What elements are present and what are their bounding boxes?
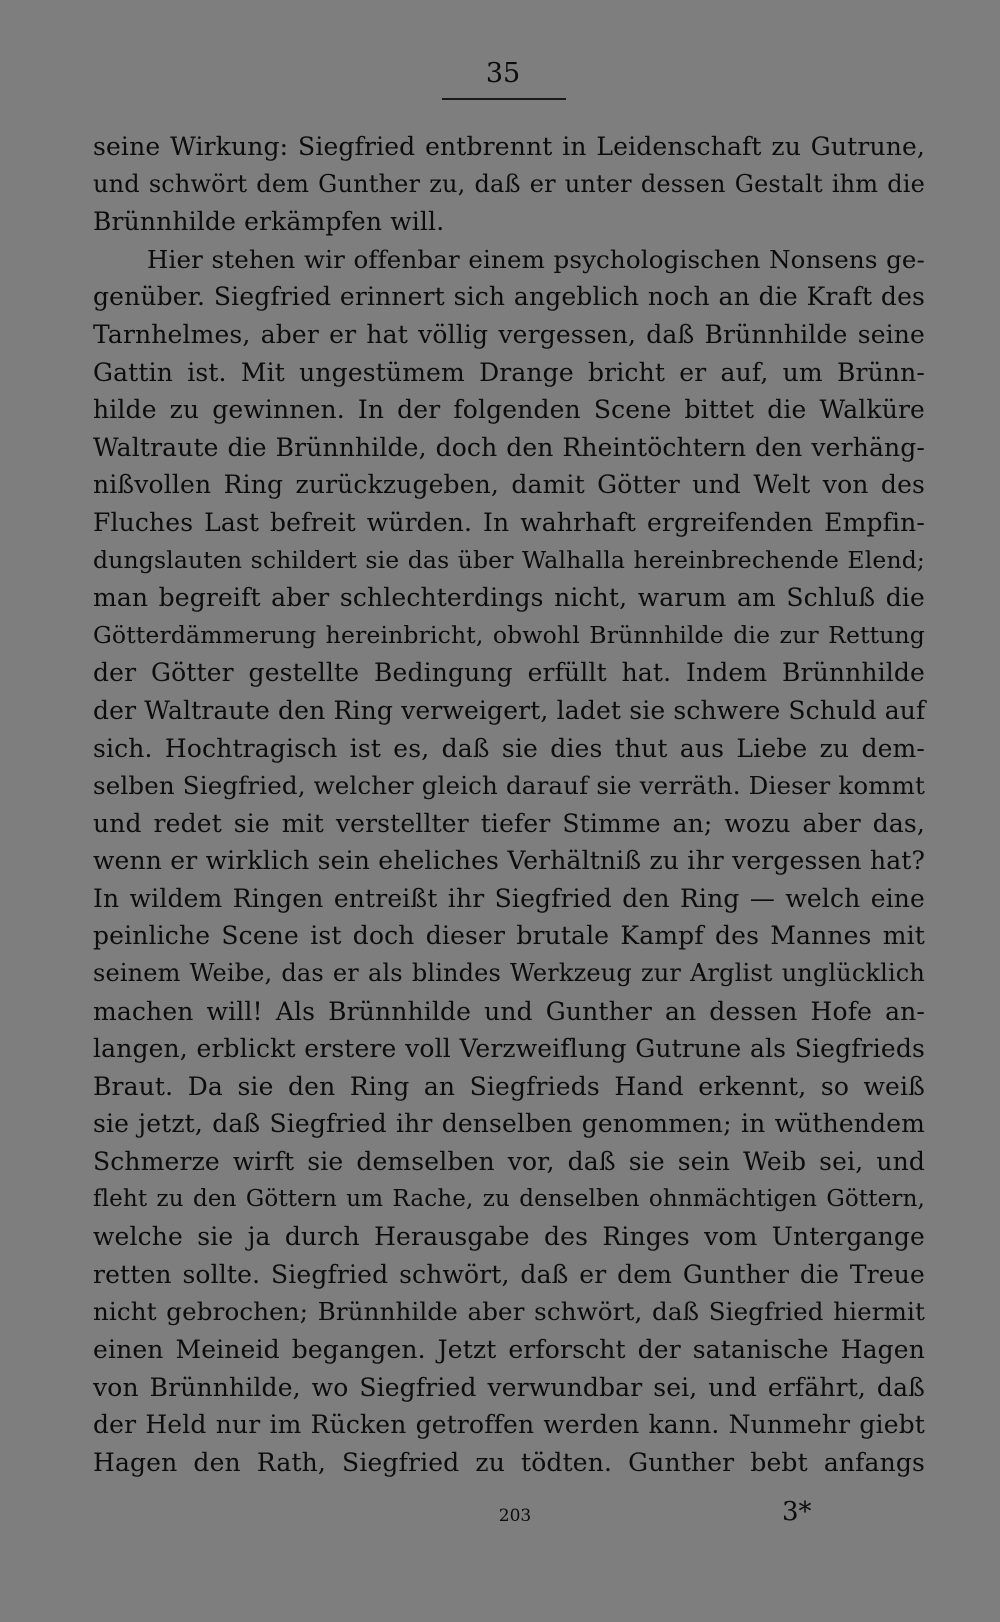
sheet-mark: 3* <box>782 1497 812 1527</box>
text-line: sich. Hochtragisch ist es, daß sie dies thut aus Liebe zu dem- <box>93 733 925 763</box>
text-line: wenn er wirklich sein eheliches Verhältniß zu ihr vergessen hat? <box>93 846 925 876</box>
text-line: Götterdämmerung hereinbricht, obwohl Brünnhilde die zur Rettung <box>93 620 925 649</box>
text-line: Waltraute die Brünnhilde, doch den Rheintöchtern den verhäng- <box>93 432 925 462</box>
text-line: Hagen den Rath, Siegfried zu tödten. Gunther bebt anfangs <box>93 1447 925 1477</box>
printer-signature: 203 <box>498 1506 532 1526</box>
text-line: von Brünnhilde, wo Siegfried verwundbar sei, und erfährt, daß <box>93 1372 925 1402</box>
text-line: Gattin ist. Mit ungestümem Drange bricht er auf, um Brünn- <box>93 357 925 387</box>
text-line: hilde zu gewinnen. In der folgenden Scene bittet die Walküre <box>93 395 925 425</box>
text-line: welche sie ja durch Herausgabe des Ringes vom Untergange <box>93 1222 925 1252</box>
text-line: der Götter gestellte Bedingung erfüllt hat. Indem Brünnhilde <box>93 658 925 688</box>
text-line: In wildem Ringen entreißt ihr Siegfried den Ring — welch eine <box>93 883 925 913</box>
page-number: 35 <box>485 58 521 89</box>
text-line: langen, erblickt erstere voll Verzweiflung Gutrune als Siegfrieds <box>93 1034 925 1064</box>
text-line: selben Siegfried, welcher gleich darauf sie verräth. Dieser kommt <box>93 771 925 801</box>
text-line: und schwört dem Gunther zu, daß er unter dessen Gestalt ihm die <box>93 169 925 198</box>
page-number-rule <box>442 98 566 100</box>
text-line: nißvollen Ring zurückzugeben, damit Götter und Welt von des <box>93 470 925 500</box>
text-line: Fluches Last befreit würden. In wahrhaft ergreifenden Empfin- <box>93 507 925 537</box>
text-line: machen will! Als Brünnhilde und Gunther an dessen Hofe an- <box>93 996 925 1026</box>
text-line: der Waltraute den Ring verweigert, ladet sie schwere Schuld auf <box>93 695 926 725</box>
text-line: nicht gebrochen; Brünnhilde aber schwört, daß Siegfried hiermit <box>93 1297 925 1327</box>
text-line: seine Wirkung: Siegfried entbrennt in Leidenschaft zu Gutrune, <box>93 132 925 161</box>
text-line: genüber. Siegfried erinnert sich angeblich noch an die Kraft des <box>93 282 925 312</box>
text-line: peinliche Scene ist doch dieser brutale Kampf des Mannes mit <box>93 921 925 951</box>
text-line: Braut. Da sie den Ring an Siegfrieds Hand erkennt, so weiß <box>93 1071 925 1101</box>
text-line: fleht zu den Göttern um Rache, zu denselben ohnmächtigen Göttern, <box>93 1185 925 1212</box>
text-line: man begreift aber schlechterdings nicht, warum am Schluß die <box>93 583 925 613</box>
text-line: Tarnhelmes, aber er hat völlig vergessen, daß Brünnhilde seine <box>93 319 925 349</box>
text-line: Brünnhilde erkämpfen will. <box>93 207 445 237</box>
text-line: Hier stehen wir offenbar einem psychologischen Nonsens ge- <box>147 244 925 274</box>
text-line: Schmerze wirft sie demselben vor, daß sie sein Weib sei, und <box>93 1147 925 1177</box>
text-line: sie jetzt, daß Siegfried ihr denselben genommen; in wüthendem <box>93 1109 925 1139</box>
text-line: der Held nur im Rücken getroffen werden kann. Nunmehr giebt <box>93 1410 925 1440</box>
text-line: und redet sie mit verstellter tiefer Stimme an; wozu aber das, <box>93 808 925 838</box>
text-line: dungslauten schildert sie das über Walhalla hereinbrechende Elend; <box>93 545 925 574</box>
text-line: einen Meineid begangen. Jetzt erforscht der satanische Hagen <box>93 1335 925 1364</box>
text-line: retten sollte. Siegfried schwört, daß er dem Gunther die Treue <box>93 1259 925 1289</box>
body-text <box>93 128 925 1481</box>
text-line: seinem Weibe, das er als blindes Werkzeug zur Arglist unglücklich <box>93 959 925 988</box>
